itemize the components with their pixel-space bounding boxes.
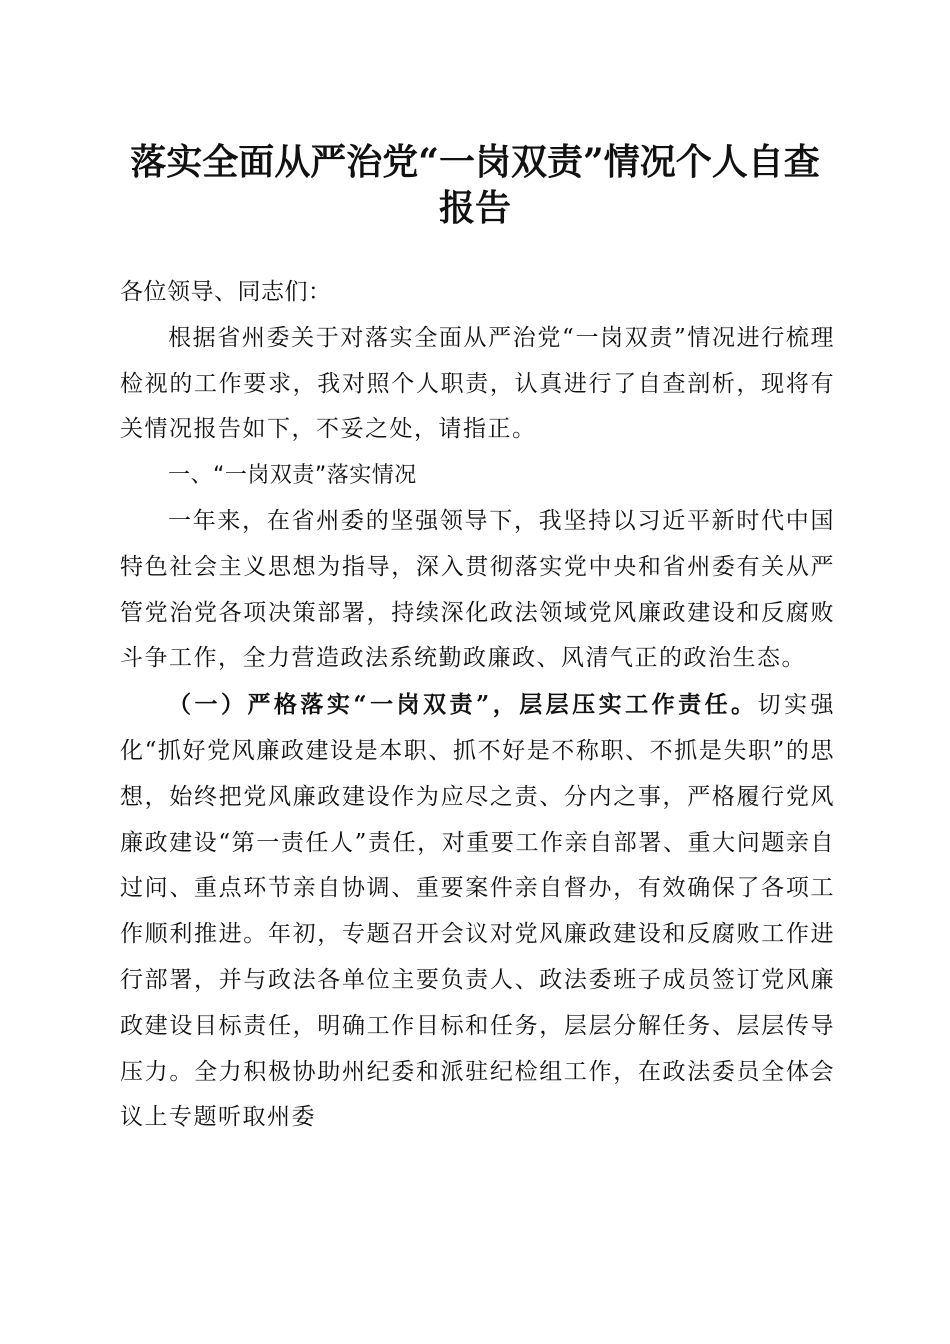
- subsection-1-heading: （一）严格落实“一岗双责”，层层压实工作责任。: [168, 691, 758, 719]
- section-1-heading: 一、“一岗双责”落实情况: [168, 463, 417, 489]
- document-title-line-1: 落实全面从严治党“一岗双责”情况个人自查: [130, 141, 820, 183]
- greeting: 各位领导、同志们：: [120, 279, 332, 305]
- subsection-1-body: 切实强化“抓好党风廉政建设是本职、抓不好是不称职、不抓是失职”的思想，始终把党风廉政建设作为应尽之责、分内之事，严格履行党风廉政建设“第一责任人”责任，对重要工作亲自部署、重大问题亲自过问、重点环节亲自协调、重要案件亲自督办，有效确保了各项工作顺利推进。年初，专题召开会议对党风廉政建设和反腐败工作进行部署，并与政法各单位主要负责人、政法委班子成员签订党风廉政建设目标责任，明确工作目标和任务，层层分解任务、层层传导压力。全力积极协助州纪委和派驻纪检组工作，在政法委员全体会议上专题听取州委: [120, 692, 835, 1131]
- subsection-1-paragraph: [120, 682, 835, 1141]
- section-1-paragraph: 一年来，在省州委的坚强领导下，我坚持以习近平新时代中国特色社会主义思想为指导，深入贯彻落实党中央和省州委有关从严管党治党各项决策部署，持续深化政法领域党风廉政建设和反腐败斗争工作，全力营造政法系统勤政廉政、风清气正的政治生态。: [120, 507, 835, 672]
- document-title-line-2: 报告: [438, 187, 511, 229]
- intro-paragraph: 根据省州委关于对落实全面从严治党“一岗双责”情况进行梳理检视的工作要求，我对照个人职责，认真进行了自查剖析，现将有关情况报告如下，不妥之处，请指正。: [120, 324, 835, 443]
- document-body: [120, 270, 835, 1141]
